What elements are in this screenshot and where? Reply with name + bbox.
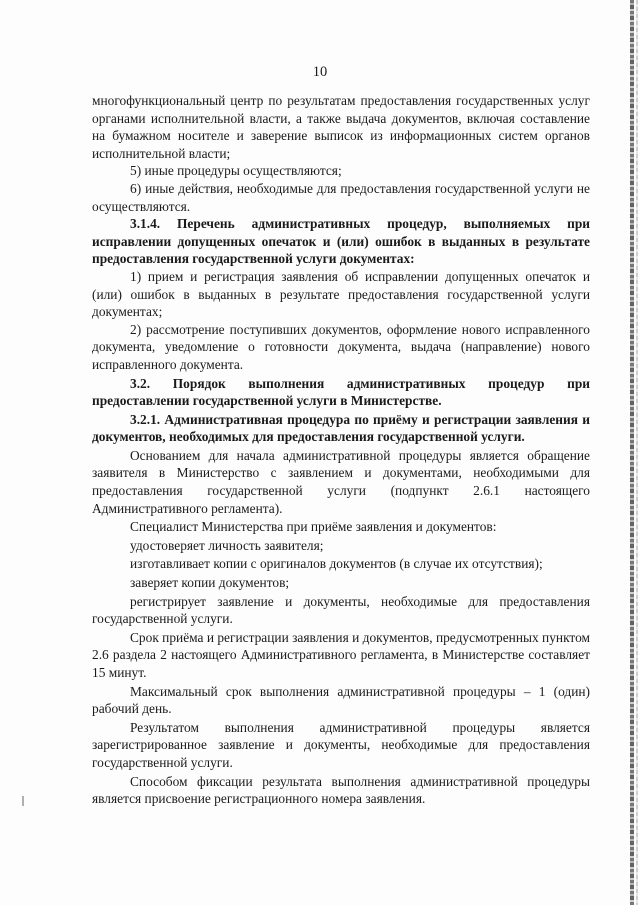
paragraph: 6) иные действия, необходимые для предоставления государственной услуги не осуществляются. xyxy=(92,180,590,214)
paragraph: Основанием для начала административной процедуры является обращение заявителя в Министерство с заявлением и документами, необходимыми для предоставления государственной услуги (подпункт 2.6.1 настоящего Административного регламента). xyxy=(92,447,590,516)
section-heading: 3.2.1. Административная процедура по приёму и регистрации заявления и документов, необходимых для предоставления государственной услуги. xyxy=(92,411,590,445)
list-item: регистрирует заявление и документы, необходимые для предоставления государственной услуги. xyxy=(92,593,590,627)
paragraph: Способом фиксации результата выполнения административной процедуры является присвоение регистрационного номера заявления. xyxy=(92,773,590,807)
paragraph: Специалист Министерства при приёме заявления и документов: xyxy=(130,519,497,535)
paragraph: Результатом выполнения административной процедуры является зарегистрированное заявление и документы, необходимые для предоставления государственной услуги. xyxy=(92,719,590,770)
scan-speck xyxy=(22,796,24,806)
paragraph: Максимальный срок выполнения административной процедуры – 1 (один) рабочий день. xyxy=(92,683,590,717)
list-item: изготавливает копии с оригиналов документов (в случае их отсутствия); xyxy=(130,556,543,572)
page-number: 10 xyxy=(312,64,328,80)
paragraph: многофункциональный центр по результатам предоставления государственных услуг органами исполнительной власти, а также выдача документов, включая составление на бумажном носителе и заверение выписок из информационных систем органов исполнительной власти; xyxy=(92,93,590,161)
list-item: удостоверяет личность заявителя; xyxy=(130,537,324,553)
section-heading: 3.2. Порядок выполнения административных процедур при предоставлении государственной услуги в Министерстве. xyxy=(92,375,590,409)
paragraph: 2) рассмотрение поступивших документов, оформление нового исправленного документа, уведомление о готовности документа, выдача (направление) нового исправленного документа. xyxy=(92,321,590,372)
scan-edge-artifact xyxy=(636,0,638,905)
section-heading: 3.1.4. Перечень административных процедур, выполняемых при исправлении допущенных опечаток и (или) ошибок в выданных в результате предоставления государственной услуги документах: xyxy=(92,216,590,267)
paragraph: Срок приёма и регистрации заявления и документов, предусмотренных пунктом 2.6 раздела 2 настоящего Административного регламента, в Министерстве составляет 15 минут. xyxy=(92,629,590,680)
paragraph: 5) иные процедуры осуществляются; xyxy=(130,163,342,179)
paragraph: 1) прием и регистрация заявления об исправлении допущенных опечаток и (или) ошибок в выданных в результате предоставления государственной услуги документах; xyxy=(92,268,590,320)
scan-edge-artifact xyxy=(630,0,634,905)
list-item: заверяет копии документов; xyxy=(130,575,290,591)
document-body xyxy=(92,92,590,808)
